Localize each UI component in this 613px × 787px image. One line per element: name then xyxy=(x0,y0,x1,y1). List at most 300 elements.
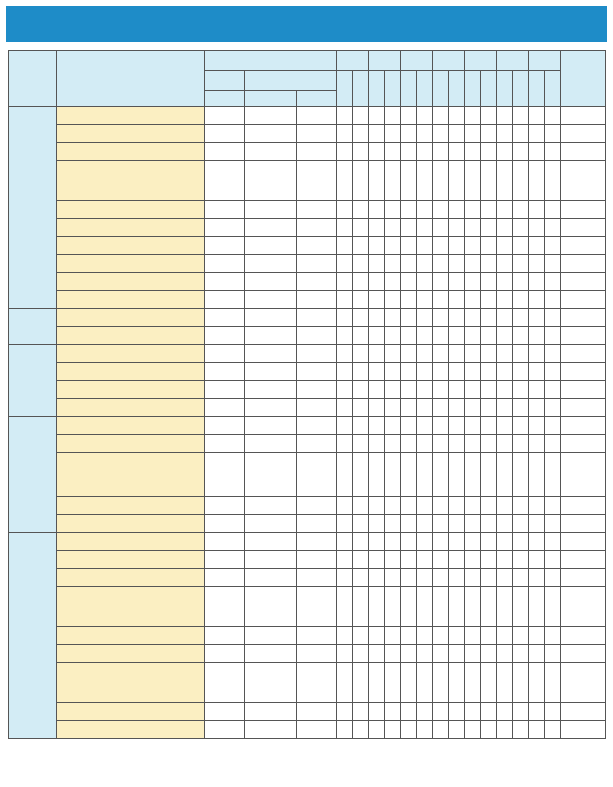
province-count-cell xyxy=(513,417,529,435)
province-count-cell xyxy=(369,497,385,515)
province-count-cell xyxy=(497,627,513,645)
spring-category-cell xyxy=(245,515,297,533)
spring-category-cell xyxy=(245,125,297,143)
province-count-cell xyxy=(433,515,449,533)
province-count-cell xyxy=(433,417,449,435)
province-count-cell xyxy=(369,551,385,569)
province-count-cell xyxy=(353,435,369,453)
province-count-cell xyxy=(449,645,465,663)
province-count-cell xyxy=(369,399,385,417)
province-count-cell xyxy=(433,125,449,143)
spring-count-cell xyxy=(297,703,337,721)
province-count-cell xyxy=(529,417,545,435)
province-count-cell xyxy=(465,219,481,237)
province-count-cell xyxy=(433,381,449,399)
summer-count-cell xyxy=(205,237,245,255)
major-cell xyxy=(57,587,205,627)
province-count-cell xyxy=(513,363,529,381)
province-count-cell xyxy=(417,569,433,587)
major-cell xyxy=(57,345,205,363)
spring-count-cell xyxy=(297,327,337,345)
province-count-cell xyxy=(337,345,353,363)
province-count-cell xyxy=(449,107,465,125)
province-count-cell xyxy=(497,417,513,435)
spring-category-cell xyxy=(245,627,297,645)
spring-category-cell xyxy=(245,327,297,345)
spring-count-cell xyxy=(297,569,337,587)
province-count-cell xyxy=(433,237,449,255)
table-row xyxy=(9,627,606,645)
dept-cell xyxy=(9,345,57,417)
province-count-cell xyxy=(353,143,369,161)
table-body xyxy=(9,107,606,739)
table-row xyxy=(9,587,606,627)
major-cell xyxy=(57,627,205,645)
spring-category-cell xyxy=(245,587,297,627)
header-subcol xyxy=(401,71,417,107)
spring-category-cell xyxy=(245,551,297,569)
province-count-cell xyxy=(465,273,481,291)
spring-category-cell xyxy=(245,497,297,515)
spring-category-cell xyxy=(245,721,297,739)
major-cell xyxy=(57,107,205,125)
province-count-cell xyxy=(481,587,497,627)
province-count-cell xyxy=(465,497,481,515)
province-count-cell xyxy=(513,587,529,627)
province-count-cell xyxy=(353,551,369,569)
province-count-cell xyxy=(529,201,545,219)
summer-count-cell xyxy=(205,291,245,309)
province-count-cell xyxy=(385,327,401,345)
province-count-cell xyxy=(337,327,353,345)
table-row xyxy=(9,435,606,453)
summer-count-cell xyxy=(205,107,245,125)
major-cell xyxy=(57,417,205,435)
province-count-cell xyxy=(449,435,465,453)
spring-count-cell xyxy=(297,721,337,739)
province-count-cell xyxy=(417,515,433,533)
province-count-cell xyxy=(465,237,481,255)
province-count-cell xyxy=(385,161,401,201)
major-cell xyxy=(57,125,205,143)
province-count-cell xyxy=(545,219,561,237)
province-count-cell xyxy=(497,201,513,219)
province-count-cell xyxy=(385,381,401,399)
tuition-cell xyxy=(561,721,606,739)
spring-category-cell xyxy=(245,645,297,663)
province-count-cell xyxy=(401,201,417,219)
province-count-cell xyxy=(529,453,545,497)
province-count-cell xyxy=(545,663,561,703)
province-count-cell xyxy=(385,219,401,237)
province-count-cell xyxy=(545,255,561,273)
province-count-cell xyxy=(465,587,481,627)
table-row xyxy=(9,363,606,381)
table-row xyxy=(9,399,606,417)
province-count-cell xyxy=(417,399,433,417)
table-row xyxy=(9,273,606,291)
province-count-cell xyxy=(529,125,545,143)
summer-count-cell xyxy=(205,587,245,627)
province-count-cell xyxy=(465,435,481,453)
province-count-cell xyxy=(369,435,385,453)
tuition-cell xyxy=(561,703,606,721)
province-count-cell xyxy=(497,291,513,309)
province-count-cell xyxy=(465,663,481,703)
province-count-cell xyxy=(385,345,401,363)
major-cell xyxy=(57,291,205,309)
province-count-cell xyxy=(529,237,545,255)
spring-category-cell xyxy=(245,381,297,399)
province-count-cell xyxy=(401,663,417,703)
summer-count-cell xyxy=(205,161,245,201)
province-count-cell xyxy=(337,143,353,161)
province-count-cell xyxy=(433,345,449,363)
summer-count-cell xyxy=(205,515,245,533)
summer-count-cell xyxy=(205,627,245,645)
province-count-cell xyxy=(337,569,353,587)
province-count-cell xyxy=(401,435,417,453)
major-cell xyxy=(57,645,205,663)
province-count-cell xyxy=(337,125,353,143)
header-subcol xyxy=(417,71,433,107)
province-count-cell xyxy=(465,551,481,569)
province-count-cell xyxy=(433,363,449,381)
province-count-cell xyxy=(401,363,417,381)
summer-count-cell xyxy=(205,551,245,569)
province-count-cell xyxy=(401,721,417,739)
province-count-cell xyxy=(497,663,513,703)
province-count-cell xyxy=(337,435,353,453)
province-count-cell xyxy=(529,497,545,515)
tuition-cell xyxy=(561,663,606,703)
province-count-cell xyxy=(353,201,369,219)
province-count-cell xyxy=(497,399,513,417)
table-row xyxy=(9,551,606,569)
province-count-cell xyxy=(513,435,529,453)
province-count-cell xyxy=(481,417,497,435)
spring-count-cell xyxy=(297,435,337,453)
spring-category-cell xyxy=(245,435,297,453)
province-count-cell xyxy=(513,627,529,645)
tuition-cell xyxy=(561,569,606,587)
province-count-cell xyxy=(353,255,369,273)
province-count-cell xyxy=(465,363,481,381)
province-count-cell xyxy=(353,515,369,533)
province-count-cell xyxy=(465,381,481,399)
province-count-cell xyxy=(417,201,433,219)
province-count-cell xyxy=(545,309,561,327)
province-count-cell xyxy=(385,569,401,587)
table-row xyxy=(9,291,606,309)
province-count-cell xyxy=(433,703,449,721)
tuition-cell xyxy=(561,381,606,399)
province-count-cell xyxy=(337,533,353,551)
spring-category-cell xyxy=(245,273,297,291)
province-count-cell xyxy=(337,551,353,569)
province-count-cell xyxy=(369,161,385,201)
table-row xyxy=(9,143,606,161)
province-count-cell xyxy=(465,327,481,345)
province-count-cell xyxy=(385,309,401,327)
province-count-cell xyxy=(529,107,545,125)
spring-category-cell xyxy=(245,569,297,587)
province-count-cell xyxy=(433,533,449,551)
province-count-cell xyxy=(497,645,513,663)
province-count-cell xyxy=(545,703,561,721)
tuition-cell xyxy=(561,125,606,143)
province-count-cell xyxy=(337,255,353,273)
major-cell xyxy=(57,327,205,345)
tuition-cell xyxy=(561,497,606,515)
major-cell xyxy=(57,219,205,237)
province-count-cell xyxy=(513,703,529,721)
header-tuition xyxy=(561,51,606,107)
spring-count-cell xyxy=(297,161,337,201)
spring-count-cell xyxy=(297,125,337,143)
header-province xyxy=(433,51,465,71)
province-count-cell xyxy=(481,219,497,237)
province-count-cell xyxy=(513,255,529,273)
province-count-cell xyxy=(529,551,545,569)
major-cell xyxy=(57,435,205,453)
province-count-cell xyxy=(545,497,561,515)
province-count-cell xyxy=(337,399,353,417)
tuition-cell xyxy=(561,143,606,161)
province-count-cell xyxy=(417,237,433,255)
province-count-cell xyxy=(481,453,497,497)
province-count-cell xyxy=(513,327,529,345)
province-count-cell xyxy=(529,721,545,739)
province-count-cell xyxy=(401,703,417,721)
province-count-cell xyxy=(465,143,481,161)
province-count-cell xyxy=(385,533,401,551)
province-count-cell xyxy=(545,645,561,663)
province-count-cell xyxy=(337,291,353,309)
spring-count-cell xyxy=(297,255,337,273)
province-count-cell xyxy=(337,663,353,703)
summer-count-cell xyxy=(205,219,245,237)
province-count-cell xyxy=(401,107,417,125)
spring-count-cell xyxy=(297,587,337,627)
province-count-cell xyxy=(513,569,529,587)
province-count-cell xyxy=(449,327,465,345)
table-row xyxy=(9,645,606,663)
province-count-cell xyxy=(417,663,433,703)
spring-category-cell xyxy=(245,399,297,417)
province-count-cell xyxy=(337,627,353,645)
province-count-cell xyxy=(481,703,497,721)
province-count-cell xyxy=(417,381,433,399)
province-count-cell xyxy=(497,435,513,453)
tuition-cell xyxy=(561,363,606,381)
province-count-cell xyxy=(529,309,545,327)
province-count-cell xyxy=(369,417,385,435)
province-count-cell xyxy=(353,417,369,435)
province-count-cell xyxy=(385,627,401,645)
province-count-cell xyxy=(497,551,513,569)
spring-category-cell xyxy=(245,453,297,497)
province-count-cell xyxy=(337,273,353,291)
province-count-cell xyxy=(497,497,513,515)
province-count-cell xyxy=(401,273,417,291)
header-subcol xyxy=(497,71,513,107)
tuition-cell xyxy=(561,291,606,309)
spring-count-cell xyxy=(297,143,337,161)
province-count-cell xyxy=(481,161,497,201)
header-subcol xyxy=(545,71,561,107)
spring-count-cell xyxy=(297,237,337,255)
enrollment-plan-table xyxy=(8,50,606,739)
province-count-cell xyxy=(353,219,369,237)
province-count-cell xyxy=(449,381,465,399)
tuition-cell xyxy=(561,645,606,663)
table-row xyxy=(9,721,606,739)
spring-count-cell xyxy=(297,309,337,327)
province-count-cell xyxy=(481,309,497,327)
province-count-cell xyxy=(353,453,369,497)
province-count-cell xyxy=(513,125,529,143)
province-count-cell xyxy=(465,255,481,273)
province-count-cell xyxy=(465,417,481,435)
province-count-cell xyxy=(401,533,417,551)
spring-count-cell xyxy=(297,497,337,515)
province-count-cell xyxy=(401,569,417,587)
header-spring-count xyxy=(297,91,337,107)
province-count-cell xyxy=(449,237,465,255)
tuition-cell xyxy=(561,219,606,237)
province-count-cell xyxy=(433,273,449,291)
table-row xyxy=(9,201,606,219)
tuition-cell xyxy=(561,201,606,219)
province-count-cell xyxy=(433,497,449,515)
province-count-cell xyxy=(369,663,385,703)
summer-count-cell xyxy=(205,663,245,703)
province-count-cell xyxy=(417,219,433,237)
province-count-cell xyxy=(433,219,449,237)
province-count-cell xyxy=(529,219,545,237)
province-count-cell xyxy=(401,453,417,497)
province-count-cell xyxy=(465,345,481,363)
province-count-cell xyxy=(497,345,513,363)
spring-count-cell xyxy=(297,645,337,663)
province-count-cell xyxy=(449,721,465,739)
province-count-cell xyxy=(513,533,529,551)
province-count-cell xyxy=(401,551,417,569)
tuition-cell xyxy=(561,587,606,627)
province-count-cell xyxy=(401,515,417,533)
province-count-cell xyxy=(497,273,513,291)
province-count-cell xyxy=(385,255,401,273)
province-count-cell xyxy=(497,533,513,551)
province-count-cell xyxy=(513,381,529,399)
spring-category-cell xyxy=(245,533,297,551)
major-cell xyxy=(57,663,205,703)
province-count-cell xyxy=(481,345,497,363)
table-row xyxy=(9,345,606,363)
province-count-cell xyxy=(369,143,385,161)
province-count-cell xyxy=(481,201,497,219)
province-count-cell xyxy=(449,417,465,435)
province-count-cell xyxy=(529,663,545,703)
province-count-cell xyxy=(465,399,481,417)
province-count-cell xyxy=(337,453,353,497)
province-count-cell xyxy=(481,237,497,255)
major-cell xyxy=(57,551,205,569)
major-cell xyxy=(57,497,205,515)
summer-count-cell xyxy=(205,201,245,219)
province-count-cell xyxy=(449,663,465,703)
province-count-cell xyxy=(497,143,513,161)
province-count-cell xyxy=(369,721,385,739)
province-count-cell xyxy=(417,453,433,497)
province-count-cell xyxy=(417,345,433,363)
table-row xyxy=(9,255,606,273)
province-count-cell xyxy=(513,497,529,515)
province-count-cell xyxy=(369,453,385,497)
province-count-cell xyxy=(449,219,465,237)
tuition-cell xyxy=(561,515,606,533)
province-count-cell xyxy=(353,273,369,291)
province-count-cell xyxy=(433,435,449,453)
province-count-cell xyxy=(369,515,385,533)
spring-count-cell xyxy=(297,381,337,399)
province-count-cell xyxy=(417,125,433,143)
province-count-cell xyxy=(401,587,417,627)
province-count-cell xyxy=(449,497,465,515)
province-count-cell xyxy=(401,399,417,417)
province-count-cell xyxy=(481,569,497,587)
province-count-cell xyxy=(513,721,529,739)
province-count-cell xyxy=(465,703,481,721)
province-count-cell xyxy=(417,417,433,435)
province-count-cell xyxy=(385,703,401,721)
spring-count-cell xyxy=(297,453,337,497)
province-count-cell xyxy=(385,125,401,143)
table-row xyxy=(9,703,606,721)
province-count-cell xyxy=(369,587,385,627)
summer-count-cell xyxy=(205,453,245,497)
province-count-cell xyxy=(513,291,529,309)
province-count-cell xyxy=(385,363,401,381)
tuition-cell xyxy=(561,399,606,417)
province-count-cell xyxy=(337,497,353,515)
province-count-cell xyxy=(481,533,497,551)
header-dept xyxy=(9,51,57,107)
province-count-cell xyxy=(545,399,561,417)
province-count-cell xyxy=(385,273,401,291)
province-count-cell xyxy=(385,515,401,533)
province-count-cell xyxy=(545,515,561,533)
province-count-cell xyxy=(481,497,497,515)
province-count-cell xyxy=(497,107,513,125)
province-count-cell xyxy=(337,587,353,627)
spring-count-cell xyxy=(297,663,337,703)
header-summer-count xyxy=(205,91,245,107)
spring-count-cell xyxy=(297,533,337,551)
province-count-cell xyxy=(481,125,497,143)
header-shandong xyxy=(205,51,337,71)
page-title xyxy=(6,6,607,42)
province-count-cell xyxy=(513,645,529,663)
province-count-cell xyxy=(497,703,513,721)
province-count-cell xyxy=(545,381,561,399)
province-count-cell xyxy=(401,345,417,363)
province-count-cell xyxy=(353,125,369,143)
tuition-cell xyxy=(561,417,606,435)
dept-cell xyxy=(9,309,57,345)
spring-count-cell xyxy=(297,107,337,125)
